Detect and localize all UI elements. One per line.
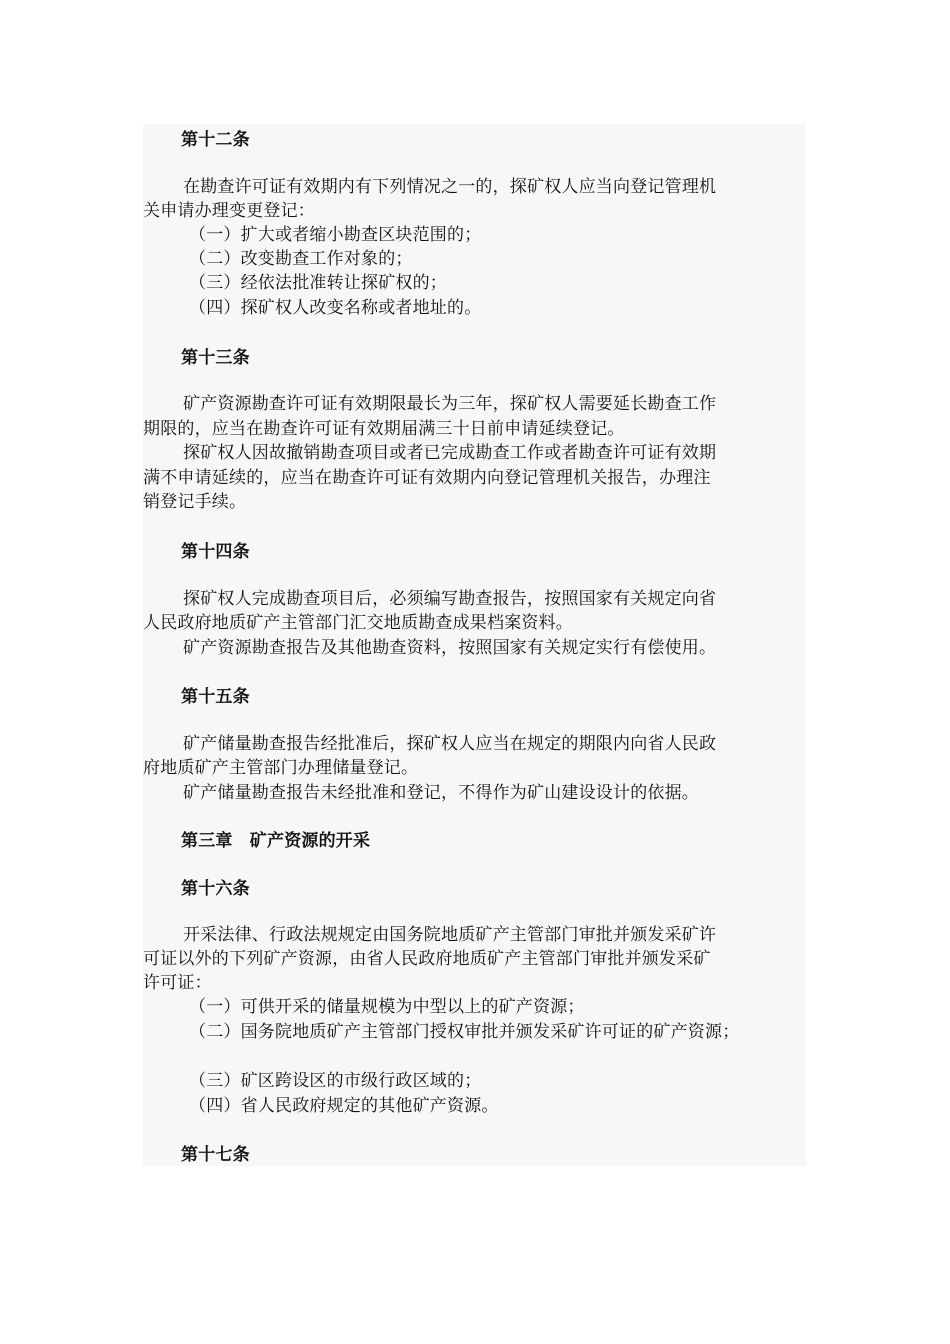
article-17-heading: 第十七条 bbox=[181, 1145, 250, 1165]
document-page bbox=[143, 124, 806, 1166]
article-16-heading: 第十六条 bbox=[181, 879, 250, 899]
article-14-paragraph-line: 人民政府地质矿产主管部门汇交地质勘查成果档案资料。 bbox=[143, 613, 573, 633]
article-15-paragraph-line: 矿产储量勘查报告未经批准和登记，不得作为矿山建设设计的依据。 bbox=[183, 783, 699, 803]
article-12-list-item: （一）扩大或者缩小勘查区块范围的； bbox=[189, 225, 482, 245]
article-12-list-item: （二）改变勘查工作对象的； bbox=[189, 249, 413, 269]
article-16-paragraph-line: 许可证： bbox=[143, 973, 212, 993]
article-15-paragraph-line: 府地质矿产主管部门办理储量登记。 bbox=[143, 758, 419, 778]
article-13-paragraph-line: 销登记手续。 bbox=[143, 492, 247, 512]
article-13-paragraph-line: 期限的，应当在勘查许可证有效期届满三十日前申请延续登记。 bbox=[143, 419, 625, 439]
article-16-list-item: （一）可供开采的储量规模为中型以上的矿产资源； bbox=[189, 997, 585, 1017]
article-15-paragraph-line: 矿产储量勘查报告经批准后，探矿权人应当在规定的期限内向省人民政 bbox=[183, 734, 717, 754]
article-13-paragraph-line: 满不申请延续的，应当在勘查许可证有效期内向登记管理机关报告，办理注 bbox=[143, 468, 711, 488]
article-13-paragraph-line: 探矿权人因故撤销勘查项目或者已完成勘查工作或者勘查许可证有效期 bbox=[183, 443, 717, 463]
article-13-paragraph-line: 矿产资源勘查许可证有效期限最长为三年，探矿权人需要延长勘查工作 bbox=[183, 394, 717, 414]
article-13-heading: 第十三条 bbox=[181, 348, 250, 368]
article-16-paragraph-line: 可证以外的下列矿产资源，由省人民政府地质矿产主管部门审批并颁发采矿 bbox=[143, 949, 711, 969]
article-15-heading: 第十五条 bbox=[181, 687, 250, 707]
article-12-list-item: （四）探矿权人改变名称或者地址的。 bbox=[189, 298, 482, 318]
article-12-paragraph-line: 关申请办理变更登记： bbox=[143, 201, 315, 221]
article-12-list-item: （三）经依法批准转让探矿权的； bbox=[189, 273, 447, 293]
article-16-list-item: （二）国务院地质矿产主管部门授权审批并颁发采矿许可证的矿产资源； bbox=[189, 1022, 740, 1042]
article-16-list-item: （四）省人民政府规定的其他矿产资源。 bbox=[189, 1096, 499, 1116]
article-16-list-item: （三）矿区跨设区的市级行政区域的； bbox=[189, 1071, 482, 1091]
article-16-paragraph-line: 开采法律、行政法规规定由国务院地质矿产主管部门审批并颁发采矿许 bbox=[183, 925, 717, 945]
chapter-3-heading: 第三章 矿产资源的开采 bbox=[181, 831, 371, 851]
article-12-paragraph-line: 在勘查许可证有效期内有下列情况之一的，探矿权人应当向登记管理机 bbox=[183, 177, 717, 197]
article-14-heading: 第十四条 bbox=[181, 542, 250, 562]
article-14-paragraph-line: 探矿权人完成勘查项目后，必须编写勘查报告，按照国家有关规定向省 bbox=[183, 589, 717, 609]
article-14-paragraph-line: 矿产资源勘查报告及其他勘查资料，按照国家有关规定实行有偿使用。 bbox=[183, 638, 717, 658]
article-12-heading: 第十二条 bbox=[181, 130, 250, 150]
